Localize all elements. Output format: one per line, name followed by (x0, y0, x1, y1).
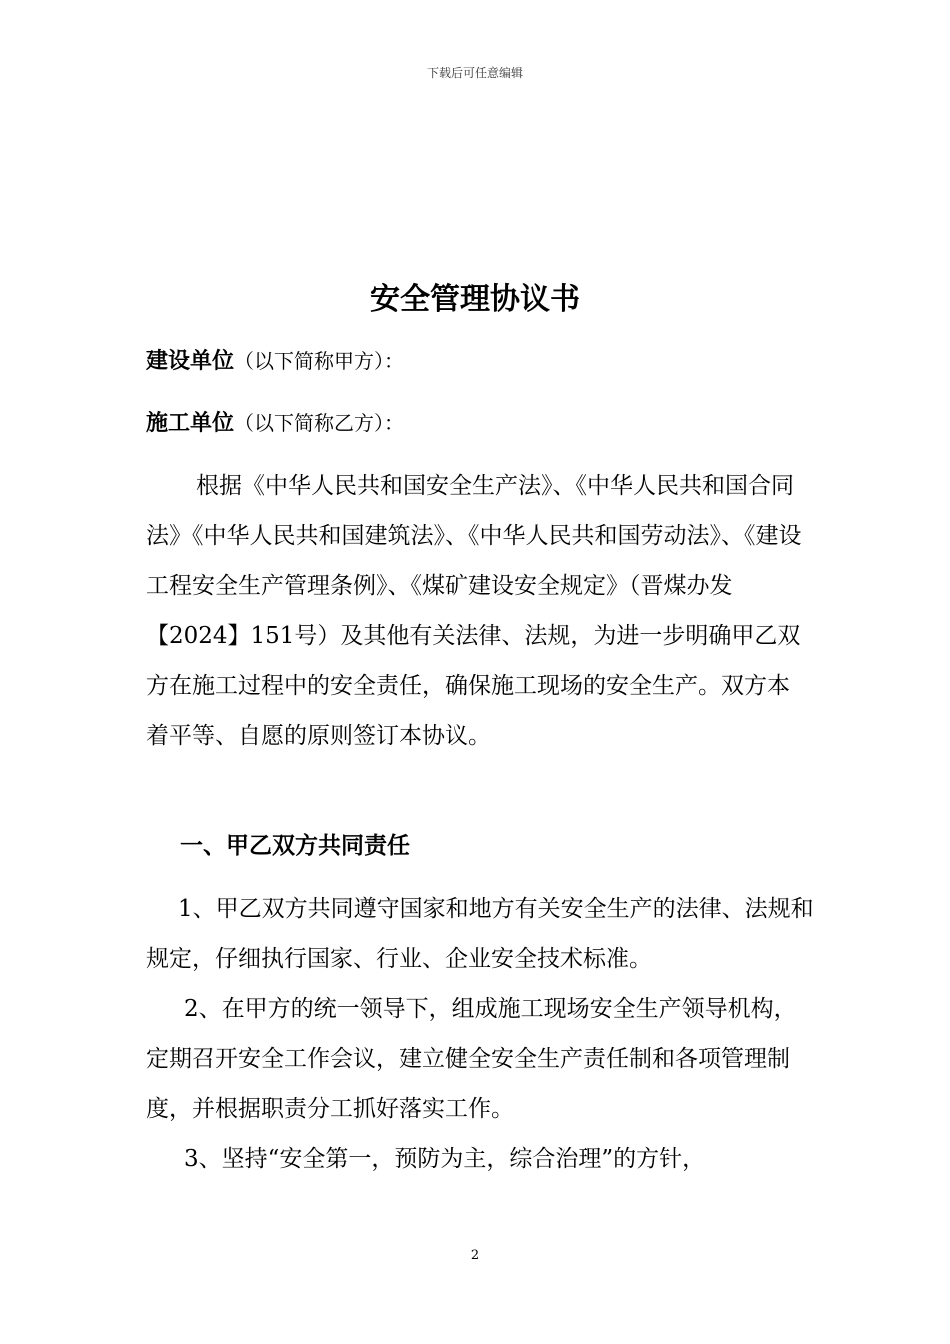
document-title: 安全管理协议书 (370, 282, 580, 317)
builder-party-line (146, 346, 404, 377)
responsibility-item-1: 1、甲乙双方共同遵守国家和地方有关安全生产的法律、法规和规定，仔细执行国家、行业、企业安全技术标准。 (146, 896, 814, 972)
page-number: 2 (470, 1248, 480, 1263)
builder-label: 建设单位 (146, 349, 235, 374)
responsibility-item-3: 3、坚持“安全第一，预防为主，综合治理”的方针， (184, 1146, 706, 1172)
contractor-party-line (146, 408, 404, 439)
contractor-label: 施工单位 (146, 411, 235, 436)
header-note: 下载后可任意编辑 (426, 66, 523, 80)
contractor-note: （以下简称乙方）： (234, 411, 405, 435)
section-heading: 一、甲乙双方共同责任 (180, 833, 410, 859)
responsibility-item-2: 2、在甲方的统一领导下，组成施工现场安全生产领导机构，定期召开安全工作会议，建立健全安全生产责任制和各项管理制度，并根据职责分工抓好落实工作。 (146, 996, 797, 1122)
intro-paragraph: 根据《中华人民共和国安全生产法》、《中华人民共和国合同法》《中华人民共和国建筑法》、《中华人民共和国劳动法》、《建设工程安全生产管理条例》、《煤矿建设安全规定》（晋煤办发【2024】151号）及其他有关法律、法规，为进一步明确甲乙双方在施工过程中的安全责任，确保施工现场的安全生产。双方本着平等、自愿的原则签订本协议。 (146, 473, 802, 749)
builder-note: （以下简称甲方）： (234, 349, 405, 373)
